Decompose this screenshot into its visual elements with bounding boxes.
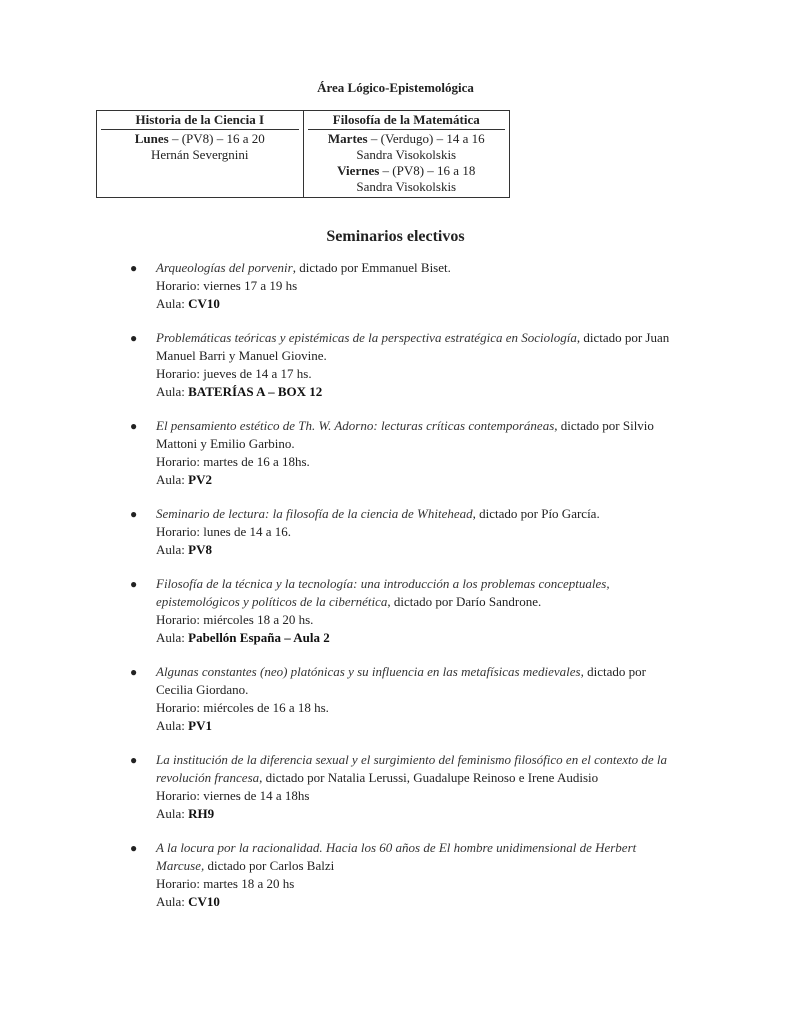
seminar-room-line: [156, 295, 678, 313]
schedule-cell-historia: [97, 111, 304, 198]
seminars-heading: Seminarios electivos: [326, 228, 465, 245]
seminar-schedule: Horario: viernes de 14 a 18hs: [156, 788, 310, 803]
slot-teacher: Hernán Severgnini: [150, 147, 249, 162]
seminar-item: [118, 259, 678, 313]
seminar-title: A la locura por la racionalidad. Hacia los 60 años de El hombre unidimensional de Herbert Marcuse,: [156, 840, 637, 873]
seminar-title: Arqueologías del porvenir: [156, 260, 293, 275]
slot-detail: – (PV8) – 16 a 18: [379, 163, 476, 178]
seminar-schedule: Horario: lunes de 14 a 16.: [156, 524, 292, 539]
bullet-icon: ●: [130, 753, 138, 767]
seminar-room-line: [156, 541, 678, 559]
seminar-room-line: [156, 717, 678, 735]
slot-teacher: Sandra Visokolskis: [356, 179, 457, 194]
seminar-item: [118, 417, 678, 489]
seminar-teachers: , dictado por Juan Manuel Barri y Manuel Giovine.: [156, 330, 670, 363]
seminar-room-line: [156, 471, 678, 489]
seminar-room-line: [156, 383, 678, 401]
seminar-line: [156, 505, 678, 523]
bullet-icon: ●: [130, 507, 138, 521]
room-label: Aula:: [156, 296, 189, 311]
slot-day: Viernes: [337, 163, 380, 178]
bullet-icon: ●: [130, 419, 138, 433]
seminar-line: [156, 329, 678, 365]
bullet-icon: ●: [130, 331, 138, 345]
seminar-title: Filosofía de la técnica y la tecnología: una introducción a los problemas conceptuales, epistemológicos y políticos de la cibernética: [156, 576, 610, 609]
seminar-item: [118, 505, 678, 559]
seminar-room-line: [156, 805, 678, 823]
seminar-room: BATERÍAS A – BOX 12: [188, 384, 323, 399]
seminar-room: RH9: [188, 806, 215, 821]
schedule-slot: [308, 163, 506, 179]
seminar-schedule: Horario: jueves de 14 a 17 hs.: [156, 366, 312, 381]
schedule-table: [96, 110, 510, 198]
seminar-room: PV8: [188, 542, 212, 557]
seminar-item: [118, 329, 678, 401]
bullet-icon: ●: [130, 577, 138, 591]
seminar-schedule: Horario: viernes 17 a 19 hs: [156, 278, 298, 293]
seminar-title: El pensamiento estético de Th. W. Adorno: lecturas críticas contemporáneas: [156, 418, 555, 433]
seminar-item: [118, 663, 678, 735]
seminar-title: Algunas constantes (neo) platónicas y su influencia en las metafísicas medievales,: [156, 664, 584, 679]
slot-day: Martes: [327, 131, 368, 146]
seminar-item: [118, 751, 678, 823]
seminar-schedule: Horario: miércoles de 16 a 18 hs.: [156, 700, 329, 715]
seminar-schedule: Horario: martes 18 a 20 hs: [156, 876, 295, 891]
slot-detail: – (PV8) – 16 a 20: [168, 131, 265, 146]
seminar-line: [156, 417, 678, 453]
bullet-icon: ●: [130, 261, 138, 275]
seminar-item: [118, 575, 678, 647]
room-label: Aula:: [156, 806, 189, 821]
schedule-slot: [101, 131, 299, 147]
slot-teacher: Sandra Visokolskis: [356, 147, 457, 162]
room-label: Aula:: [156, 718, 189, 733]
slot-detail: – (Verdugo) – 14 a 16: [367, 131, 485, 146]
room-label: Aula:: [156, 630, 189, 645]
seminar-room: Pabellón España – Aula 2: [188, 630, 330, 645]
seminar-teachers: , dictado por Silvio Mattoni y Emilio Garbino.: [156, 418, 654, 451]
room-label: Aula:: [156, 472, 189, 487]
room-label: Aula:: [156, 384, 189, 399]
seminar-title: Problemáticas teóricas y epistémicas de la perspectiva estratégica en Sociología: [156, 330, 577, 345]
course-heading: Filosofía de la Matemática: [308, 112, 506, 130]
seminar-room-line: [156, 629, 678, 647]
course-heading: Historia de la Ciencia I: [101, 112, 299, 130]
seminar-title: Seminario de lectura: la filosofía de la ciencia de Whitehead: [156, 506, 473, 521]
seminar-room: CV10: [188, 894, 220, 909]
bullet-icon: ●: [130, 665, 138, 679]
seminar-teachers: dictado por Carlos Balzi: [204, 858, 335, 873]
seminar-teachers: , dictado por Darío Sandrone.: [387, 594, 542, 609]
room-label: Aula:: [156, 542, 189, 557]
seminars-list: [118, 259, 678, 927]
schedule-cell-filosofia-matematica: [303, 111, 510, 198]
area-title: Área Lógico-Epistemológica: [317, 80, 474, 95]
seminar-schedule: Horario: miércoles 18 a 20 hs.: [156, 612, 314, 627]
seminar-teachers: dictado por Cecilia Giordano.: [156, 664, 646, 697]
seminar-room: CV10: [188, 296, 220, 311]
seminar-room: PV2: [188, 472, 212, 487]
seminar-schedule: Horario: martes de 16 a 18hs.: [156, 454, 310, 469]
seminar-teachers: , dictado por Emmanuel Biset.: [292, 260, 451, 275]
slot-day: Lunes: [134, 131, 169, 146]
seminar-title: La institución de la diferencia sexual y el surgimiento del feminismo filosófico en el contexto de la revolución francesa: [156, 752, 667, 785]
schedule-slot: [308, 131, 506, 147]
bullet-icon: ●: [130, 841, 138, 855]
seminar-item: [118, 839, 678, 911]
seminar-line: [156, 575, 678, 611]
seminar-room-line: [156, 893, 678, 911]
seminar-teachers: , dictado por Natalia Lerussi, Guadalupe Reinoso e Irene Audisio: [259, 770, 599, 785]
seminar-teachers: , dictado por Pío García.: [472, 506, 600, 521]
seminar-line: [156, 839, 678, 875]
seminar-line: [156, 259, 678, 277]
seminar-room: PV1: [188, 718, 212, 733]
room-label: Aula:: [156, 894, 189, 909]
seminar-line: [156, 663, 678, 699]
seminar-line: [156, 751, 678, 787]
